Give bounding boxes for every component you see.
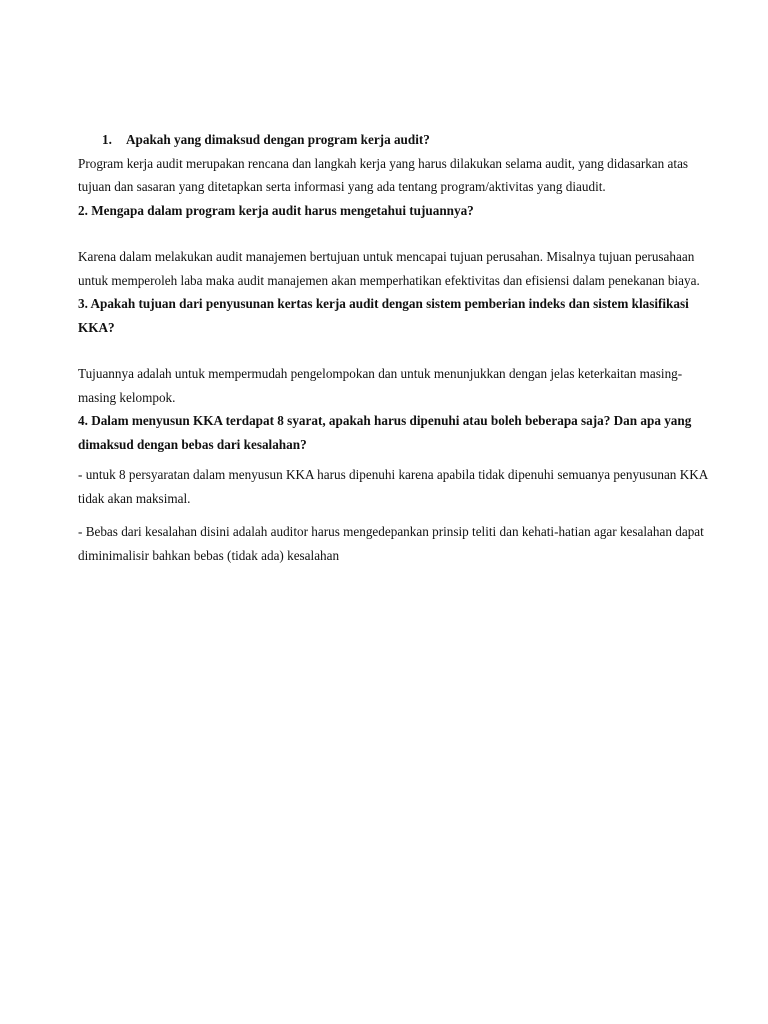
question-3: 3. Apakah tujuan dari penyusunan kertas kerja audit dengan sistem pemberian indeks dan sistem klasifikasi KKA? bbox=[78, 296, 689, 335]
spacer bbox=[78, 339, 714, 362]
spacer bbox=[78, 456, 714, 463]
document-body bbox=[78, 128, 714, 567]
answer-4b: - Bebas dari kesalahan disini adalah auditor harus mengedepankan prinsip teliti dan kehati-hatian agar kesalahan dapat diminimalisir bahkan bebas (tidak ada) kesalahan bbox=[78, 524, 704, 563]
answer-4a: - untuk 8 persyaratan dalam menyusun KKA harus dipenuhi karena apabila tidak dipenuhi semuanya penyusunan KKA tidak akan maksimal. bbox=[78, 467, 708, 506]
question-4: 4. Dalam menyusun KKA terdapat 8 syarat, apakah harus dipenuhi atau boleh beberapa saja? Dan apa yang dimaksud dengan bebas dari kesalahan? bbox=[78, 413, 692, 452]
answer-2: Karena dalam melakukan audit manajemen bertujuan untuk mencapai tujuan perusahan. Misalnya tujuan perusahaan untuk memperoleh laba maka audit manajemen akan memperhatikan efektivitas dan efisiensi dalam penekanan biaya. bbox=[78, 249, 700, 288]
answer-3: Tujuannya adalah untuk mempermudah pengelompokan dan untuk menunjukkan dengan jelas keterkaitan masing-masing kelompok. bbox=[78, 366, 683, 405]
question-2: 2. Mengapa dalam program kerja audit harus mengetahui tujuannya? bbox=[78, 202, 474, 218]
question-1-number: 1. bbox=[102, 132, 112, 147]
spacer bbox=[78, 510, 714, 520]
question-1 bbox=[78, 128, 714, 152]
spacer bbox=[78, 222, 714, 245]
answer-1: Program kerja audit merupakan rencana dan langkah kerja yang harus dilakukan selama audit, yang didasarkan atas tujuan dan sasaran yang ditetapkan serta informasi yang ada tentang program/aktivitas yang diaudit. bbox=[78, 155, 689, 194]
question-1-text: Apakah yang dimaksud dengan program kerja audit? bbox=[126, 132, 430, 147]
